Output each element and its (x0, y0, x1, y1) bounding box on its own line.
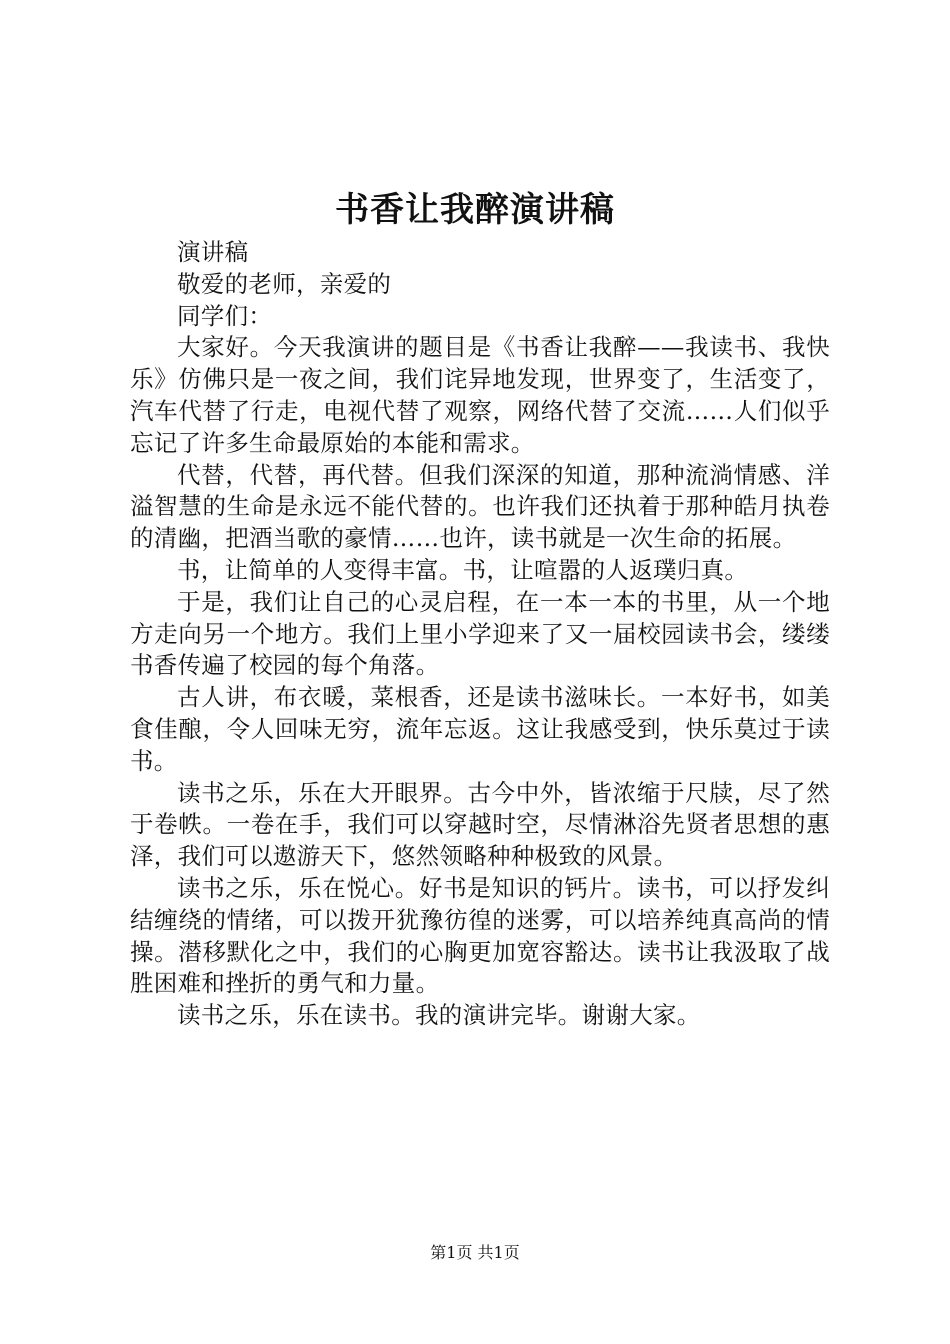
paragraph: 读书之乐，乐在悦心。好书是知识的钙片。读书，可以抒发纠结缠绕的情绪，可以拨开犹豫彷徨的迷雾，可以培养纯真高尚的情操。潜移默化之中，我们的心胸更加宽容豁达。读书让我汲取了战胜困难和挫折的勇气和力量。 (130, 873, 830, 998)
paragraph: 古人讲，布衣暖，菜根香，还是读书滋味长。一本好书，如美食佳酿，令人回味无穷，流年忘返。这让我感受到，快乐莫过于读书。 (130, 683, 830, 775)
paragraph: 读书之乐，乐在大开眼界。古今中外，皆浓缩于尺牍，尽了然于卷帙。一卷在手，我们可以穿越时空，尽情淋浴先贤者思想的惠泽，我们可以遨游天下，悠然领略种种极致的风景。 (130, 778, 830, 871)
paragraph: 大家好。今天我演讲的题目是《书香让我醉——我读书、我快乐》仿佛只是一夜之间，我们诧异地发现，世界变了，生活变了，汽车代替了行走，电视代替了观察，网络代替了交流……人们似乎忘记了许多生命最原始的本能和需求。 (130, 333, 830, 457)
document-title: 书香让我醉演讲稿 (335, 190, 615, 230)
paragraph: 于是，我们让自己的心灵启程，在一本一本的书里，从一个地方走向另一个地方。我们上里小学迎来了又一届校园读书会，缕缕书香传遍了校园的每个角落。 (130, 587, 830, 680)
paragraph-closing: 读书之乐，乐在读书。我的演讲完毕。谢谢大家。 (177, 1001, 701, 1030)
page-number-footer: 第1页 共1页 (430, 1243, 520, 1262)
paragraph: 代替，代替，再代替。但我们深深的知道，那种流淌情感、洋溢智慧的生命是永远不能代替的。也许我们还执着于那种皓月执卷的清幽，把酒当歌的豪情……也许，读书就是一次生命的拓展。 (130, 460, 830, 553)
paragraph-salutation-continued: 同学们： (177, 301, 273, 330)
document-body (130, 237, 830, 1032)
paragraph-salutation: 敬爱的老师，亲爱的 (177, 269, 392, 298)
paragraph: 书，让简单的人变得丰富。书，让喧嚣的人返璞归真。 (177, 555, 749, 584)
paragraph-heading-label: 演讲稿 (177, 238, 249, 266)
